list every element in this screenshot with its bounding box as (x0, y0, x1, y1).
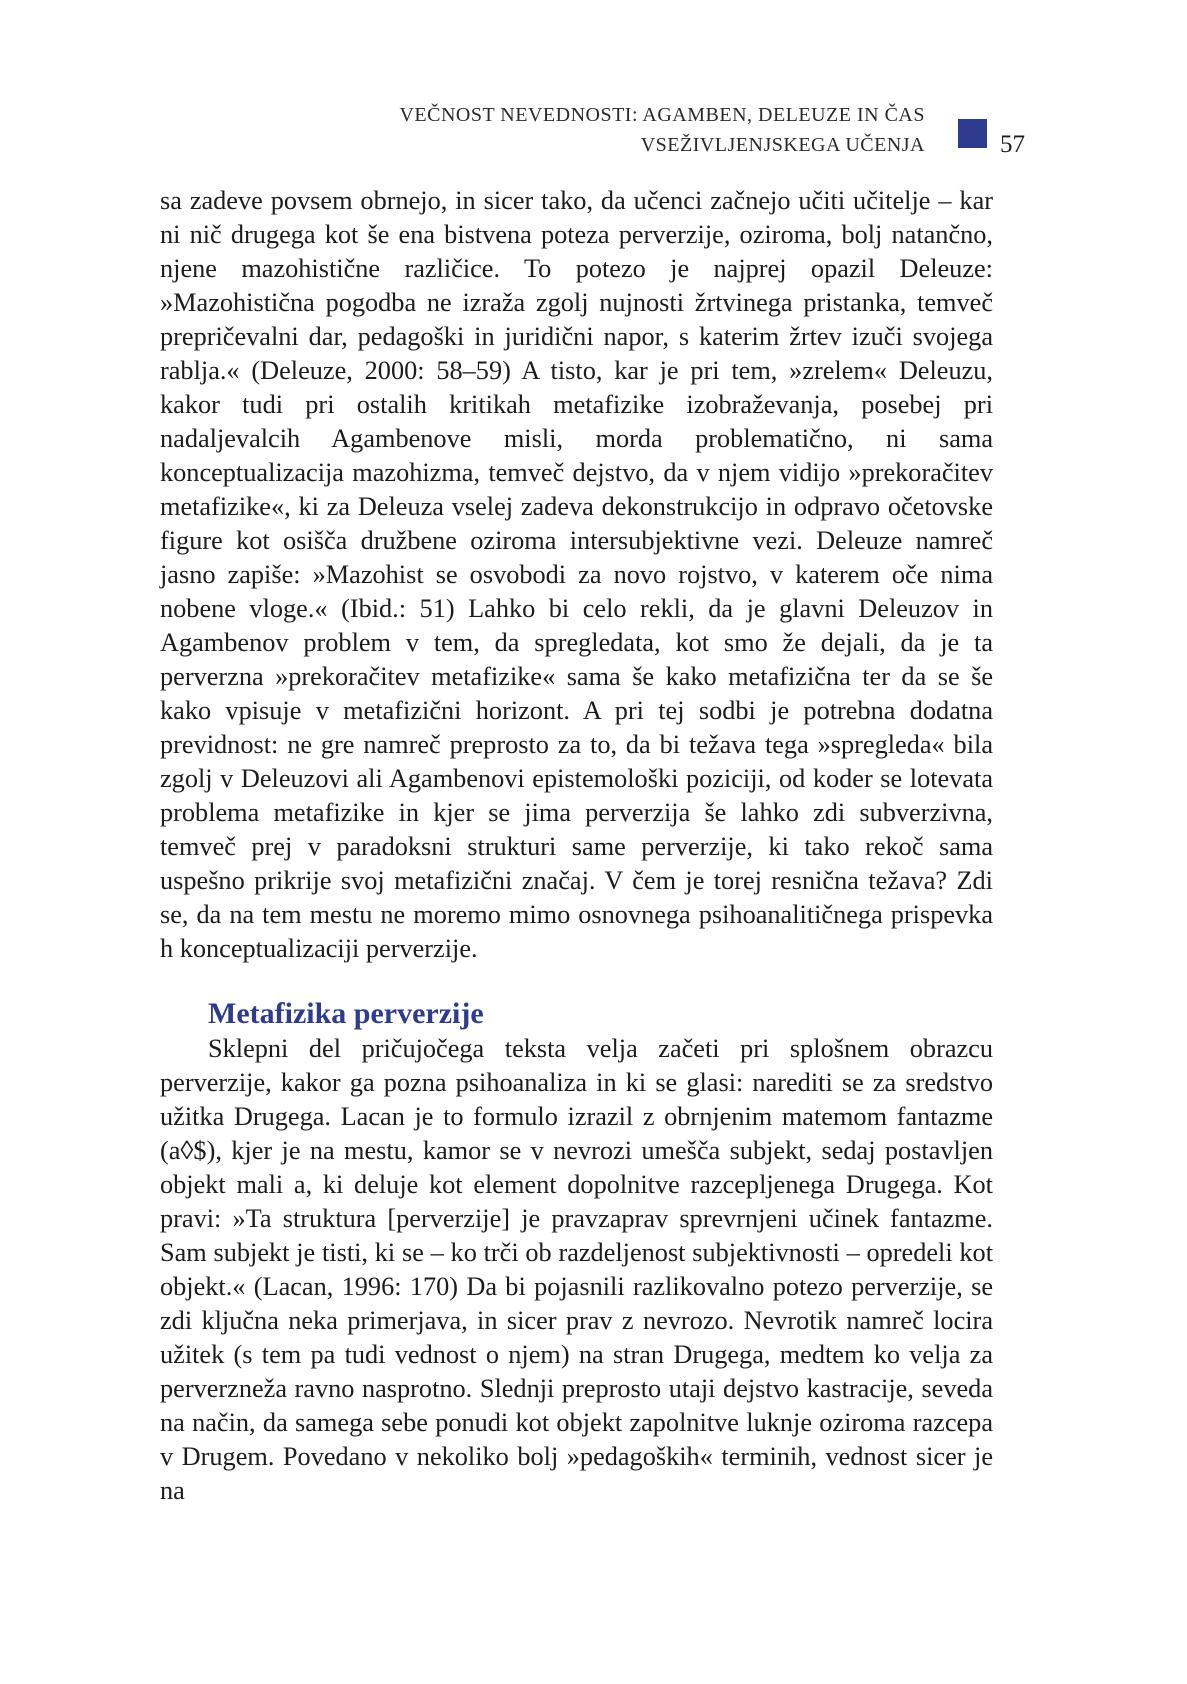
page-number: 57 (1000, 131, 1025, 158)
text-body (160, 184, 993, 1508)
paragraph-1: sa zadeve povsem obrnejo, in sicer tako, da učenci začnejo učiti učitelje – kar ni nič drugega kot še ena bistvena poteza perverzije, oziroma, bolj natančno, njene mazohistične različice. To potezo je najprej opazil Deleuze: »Mazohistična pogodba ne izraža zgolj nujnosti žrtvinega pristanka, temveč prepričevalni dar, pedagoški in juridični napor, s katerim žrtev izuči svojega rablja.« (Deleuze, 2000: 58–59) A tisto, kar je pri tem, »zrelem« Deleuzu, kakor tudi pri ostalih kritikah metafizike izobraževanja, posebej pri nadaljevalcih Agambenove misli, morda problematično, ni sama konceptualizacija mazohizma, temveč dejstvo, da v njem vidijo »prekoračitev metafizike«, ki za Deleuza vselej zadeva dekonstrukcijo in odpravo očetovske figure kot osišča družbene oziroma intersubjektivne vezi. Deleuze namreč jasno zapiše: »Mazohist se osvobodi za novo rojstvo, v katerem oče nima nobene vloge.« (Ibid.: 51) Lahko bi celo rekli, da je glavni Deleuzov in Agambenov problem v tem, da spregledata, kot smo že dejali, da je ta perverzna »prekoračitev metafizike« sama še kako metafizična ter da se še kako vpisuje v metafizični horizont. A pri tej sodbi je potrebna dodatna previdnost: ne gre namreč preprosto za to, da bi težava tega »spregleda« bila zgolj v Deleuzovi ali Agambenovi epistemološki poziciji, od koder se lotevata problema metafizike in kjer se jima perverzija še lahko zdi subverzivna, temveč prej v paradoksni strukturi same perverzije, ki tako rekoč sama uspešno prikrije svoj metafizični značaj. V čem je torej resnična težava? Zdi se, da na tem mestu ne moremo mimo osnovnega psihoanalitičnega prispevka h konceptualizaciji perverzije. (160, 186, 993, 963)
running-head (225, 100, 925, 160)
header-accent-square (958, 119, 987, 148)
running-title-line-2: VSEŽIVLJENJSKEGA UČENJA (640, 134, 925, 156)
running-title-line-1: VEČNOST NEVEDNOSTI: AGAMBEN, DELEUZE IN ČAS (399, 104, 925, 126)
section-heading: Metafizika perverzije (208, 997, 484, 1030)
paragraph-2: Sklepni del pričujočega teksta velja začeti pri splošnem obrazcu perverzije, kakor ga pozna psihoanaliza in ki se glasi: narediti se za sredstvo užitka Drugega. Lacan je to formulo izrazil z obrnjenim matemom fantazme (a◊$), kjer je na mestu, kamor se v nevrozi umešča subjekt, sedaj postavljen objekt mali a, ki deluje kot element dopolnitve razcepljenega Drugega. Kot pravi: »Ta struktura [perverzije] je pravzaprav sprevrnjeni učinek fantazme. Sam subjekt je tisti, ki se – ko trči ob razdeljenost subjektivnosti – opredeli kot objekt.« (Lacan, 1996: 170) Da bi pojasnili razlikovalno potezo perverzije, se zdi ključna neka primerjava, in sicer prav z nevrozo. Nevrotik namreč locira užitek (s tem pa tudi vednost o njem) na stran Drugega, medtem ko velja za perverzneža ravno nasprotno. Slednji preprosto utaji dejstvo kastracije, seveda na način, da samega sebe ponudi kot objekt zapolnitve luknje oziroma razcepa v Drugem. Povedano v nekoliko bolj »pedagoških« terminih, vednost sicer je na (160, 1034, 993, 1505)
